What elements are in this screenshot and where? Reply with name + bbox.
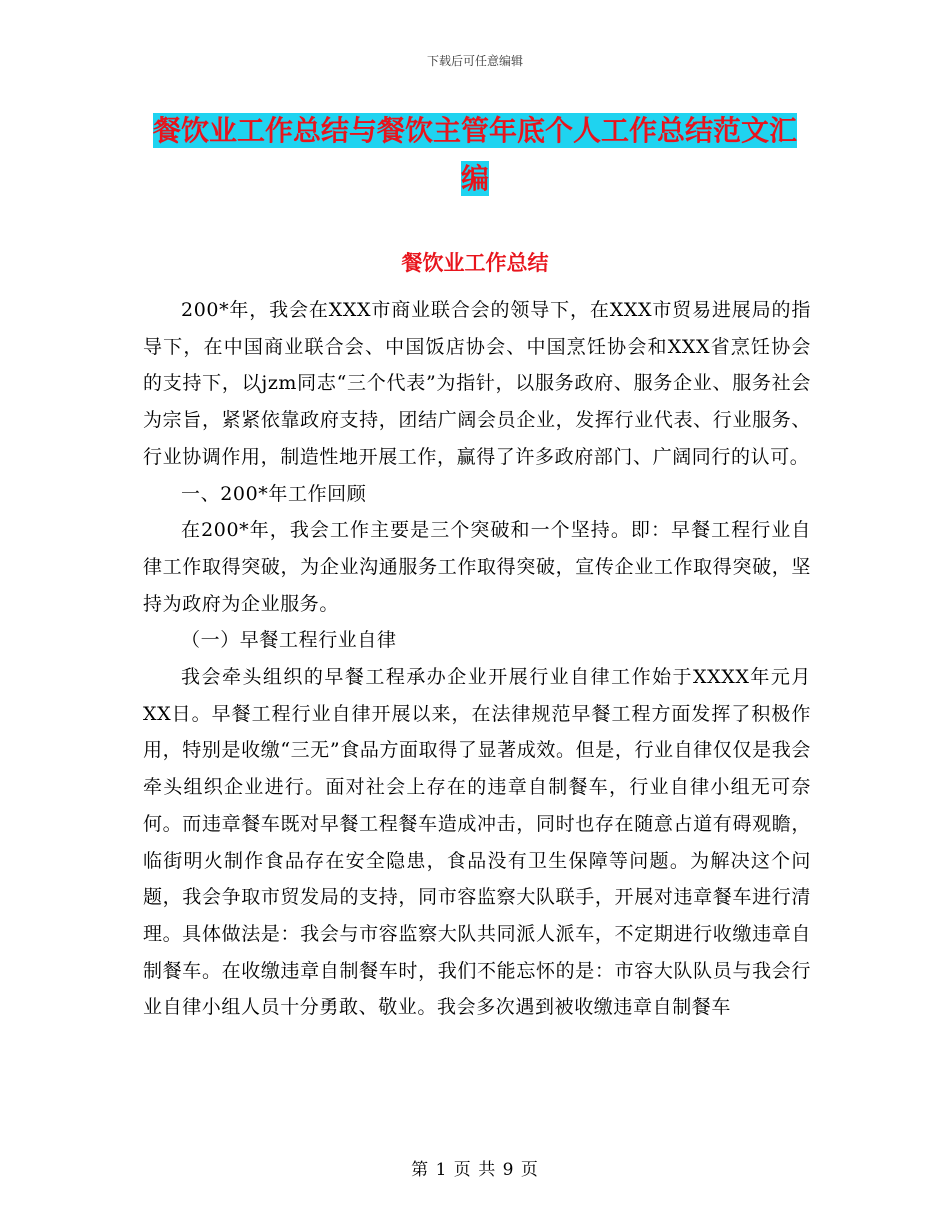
document-body <box>143 292 811 1026</box>
document-title <box>140 107 810 203</box>
paragraph: 我会牵头组织的早餐工程承办企业开展行业自律工作始于XXXX年元月XX日。早餐工程行业自律开展以来，在法律规范早餐工程方面发挥了积极作用，特别是收缴“三无”食品方面取得了显著成效。但是，行业自律仅仅是我会牵头组织企业进行。面对社会上存在的违章自制餐车，行业自律小组无可奈何。而违章餐车既对早餐工程餐车造成冲击，同时也存在随意占道有碍观瞻，临街明火制作食品存在安全隐患，食品没有卫生保障等问题。为解决这个问题，我会争取市贸发局的支持，同市容监察大队联手，开展对违章餐车进行清理。具体做法是：我会与市容监察大队共同派人派车，不定期进行收缴违章自制餐车。在收缴违章自制餐车时，我们不能忘怀的是：市容大队队员与我会行业自律小组人员十分勇敢、敬业。我会多次遇到被收缴违章自制餐车 <box>143 666 811 1019</box>
page-header-note: 下载后可任意编辑 <box>426 54 523 68</box>
paragraph: 200*年，我会在XXX市商业联合会的领导下，在XXX市贸易进展局的指导下，在中国商业联合会、中国饭店协会、中国烹饪协会和XXX省烹饪协会的支持下，以jzm同志“三个代表”为指针，以服务政府、服务企业、服务社会为宗旨，紧紧依靠政府支持，团结广阔会员企业，发挥行业代表、行业服务、行业协调作用，制造性地开展工作，赢得了许多政府部门、广阔同行的认可。 <box>143 299 811 468</box>
document-title-text: 餐饮业工作总结与餐饮主管年底个人工作总结范文汇编 <box>152 114 797 195</box>
page-number-footer: 第 1 页 共 9 页 <box>411 1160 539 1180</box>
paragraph-subheading: （一）早餐工程行业自律 <box>181 629 397 652</box>
paragraph: 在200*年，我会工作主要是三个突破和一个坚持。即：早餐工程行业自律工作取得突破，为企业沟通服务工作取得突破，宣传企业工作取得突破，坚持为政府为企业服务。 <box>143 519 811 615</box>
paragraph-heading: 一、200*年工作回顾 <box>181 482 367 505</box>
section-title: 餐饮业工作总结 <box>401 250 549 275</box>
